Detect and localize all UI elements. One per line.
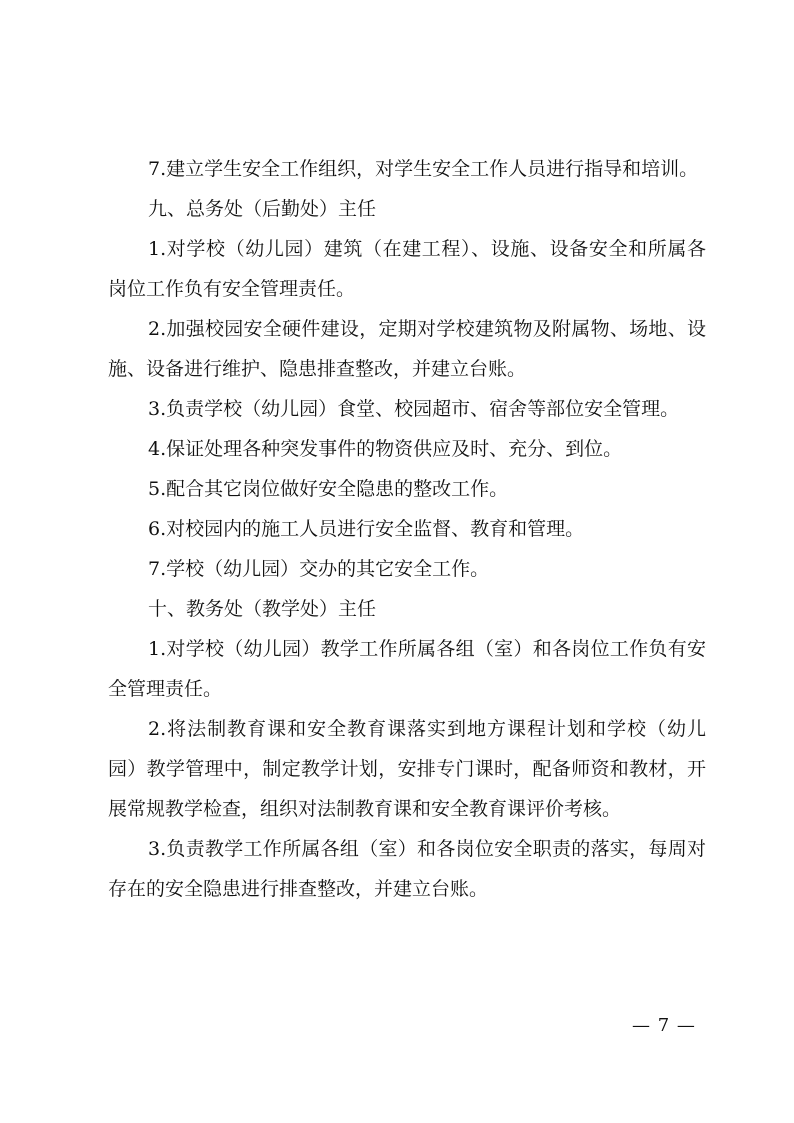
section-heading-general-affairs: 九、总务处（后勤处）主任 (148, 198, 377, 220)
paragraph-canteen-dormitory-safety: 3.负责学校（幼儿园）食堂、校园超市、宿舍等部位安全管理。 (148, 398, 680, 420)
paragraph-teaching-safety-responsibility: 1.对学校（幼儿园）教学工作所属各组（室）和各岗位工作负有安全管理责任。 (108, 638, 706, 700)
paragraph-student-safety-organization: 7.建立学生安全工作组织，对学生安全工作人员进行指导和培训。 (148, 158, 699, 180)
paragraph-construction-supervision: 6.对校园内的施工人员进行安全监督、教育和管理。 (148, 518, 585, 540)
paragraph-hardware-maintenance: 2.加强校园安全硬件建设，定期对学校建筑物及附属物、场地、设施、设备进行维护、隐患排查整改，并建立台账。 (108, 318, 706, 380)
section-heading-academic-affairs: 十、教务处（教学处）主任 (148, 598, 377, 620)
document-body (108, 149, 706, 909)
paragraph-building-safety-responsibility: 1.对学校（幼儿园）建筑（在建工程）、设施、设备安全和所属各岗位工作负有安全管理责任。 (108, 238, 706, 300)
page-number: — 7 — (632, 1015, 696, 1036)
paragraph-weekly-hazard-check: 3.负责教学工作所属各组（室）和各岗位安全职责的落实，每周对存在的安全隐患进行排查整改，并建立台账。 (108, 838, 706, 900)
paragraph-other-safety-work: 7.学校（幼儿园）交办的其它安全工作。 (148, 558, 490, 580)
paragraph-legal-safety-education: 2.将法制教育课和安全教育课落实到地方课程计划和学校（幼儿园）教学管理中，制定教学计划，安排专门课时，配备师资和教材，开展常规教学检查，组织对法制教育课和安全教育课评价考核。 (108, 718, 706, 820)
paragraph-emergency-supplies: 4.保证处理各种突发事件的物资供应及时、充分、到位。 (148, 438, 623, 460)
paragraph-hazard-rectification: 5.配合其它岗位做好安全隐患的整改工作。 (148, 478, 509, 500)
